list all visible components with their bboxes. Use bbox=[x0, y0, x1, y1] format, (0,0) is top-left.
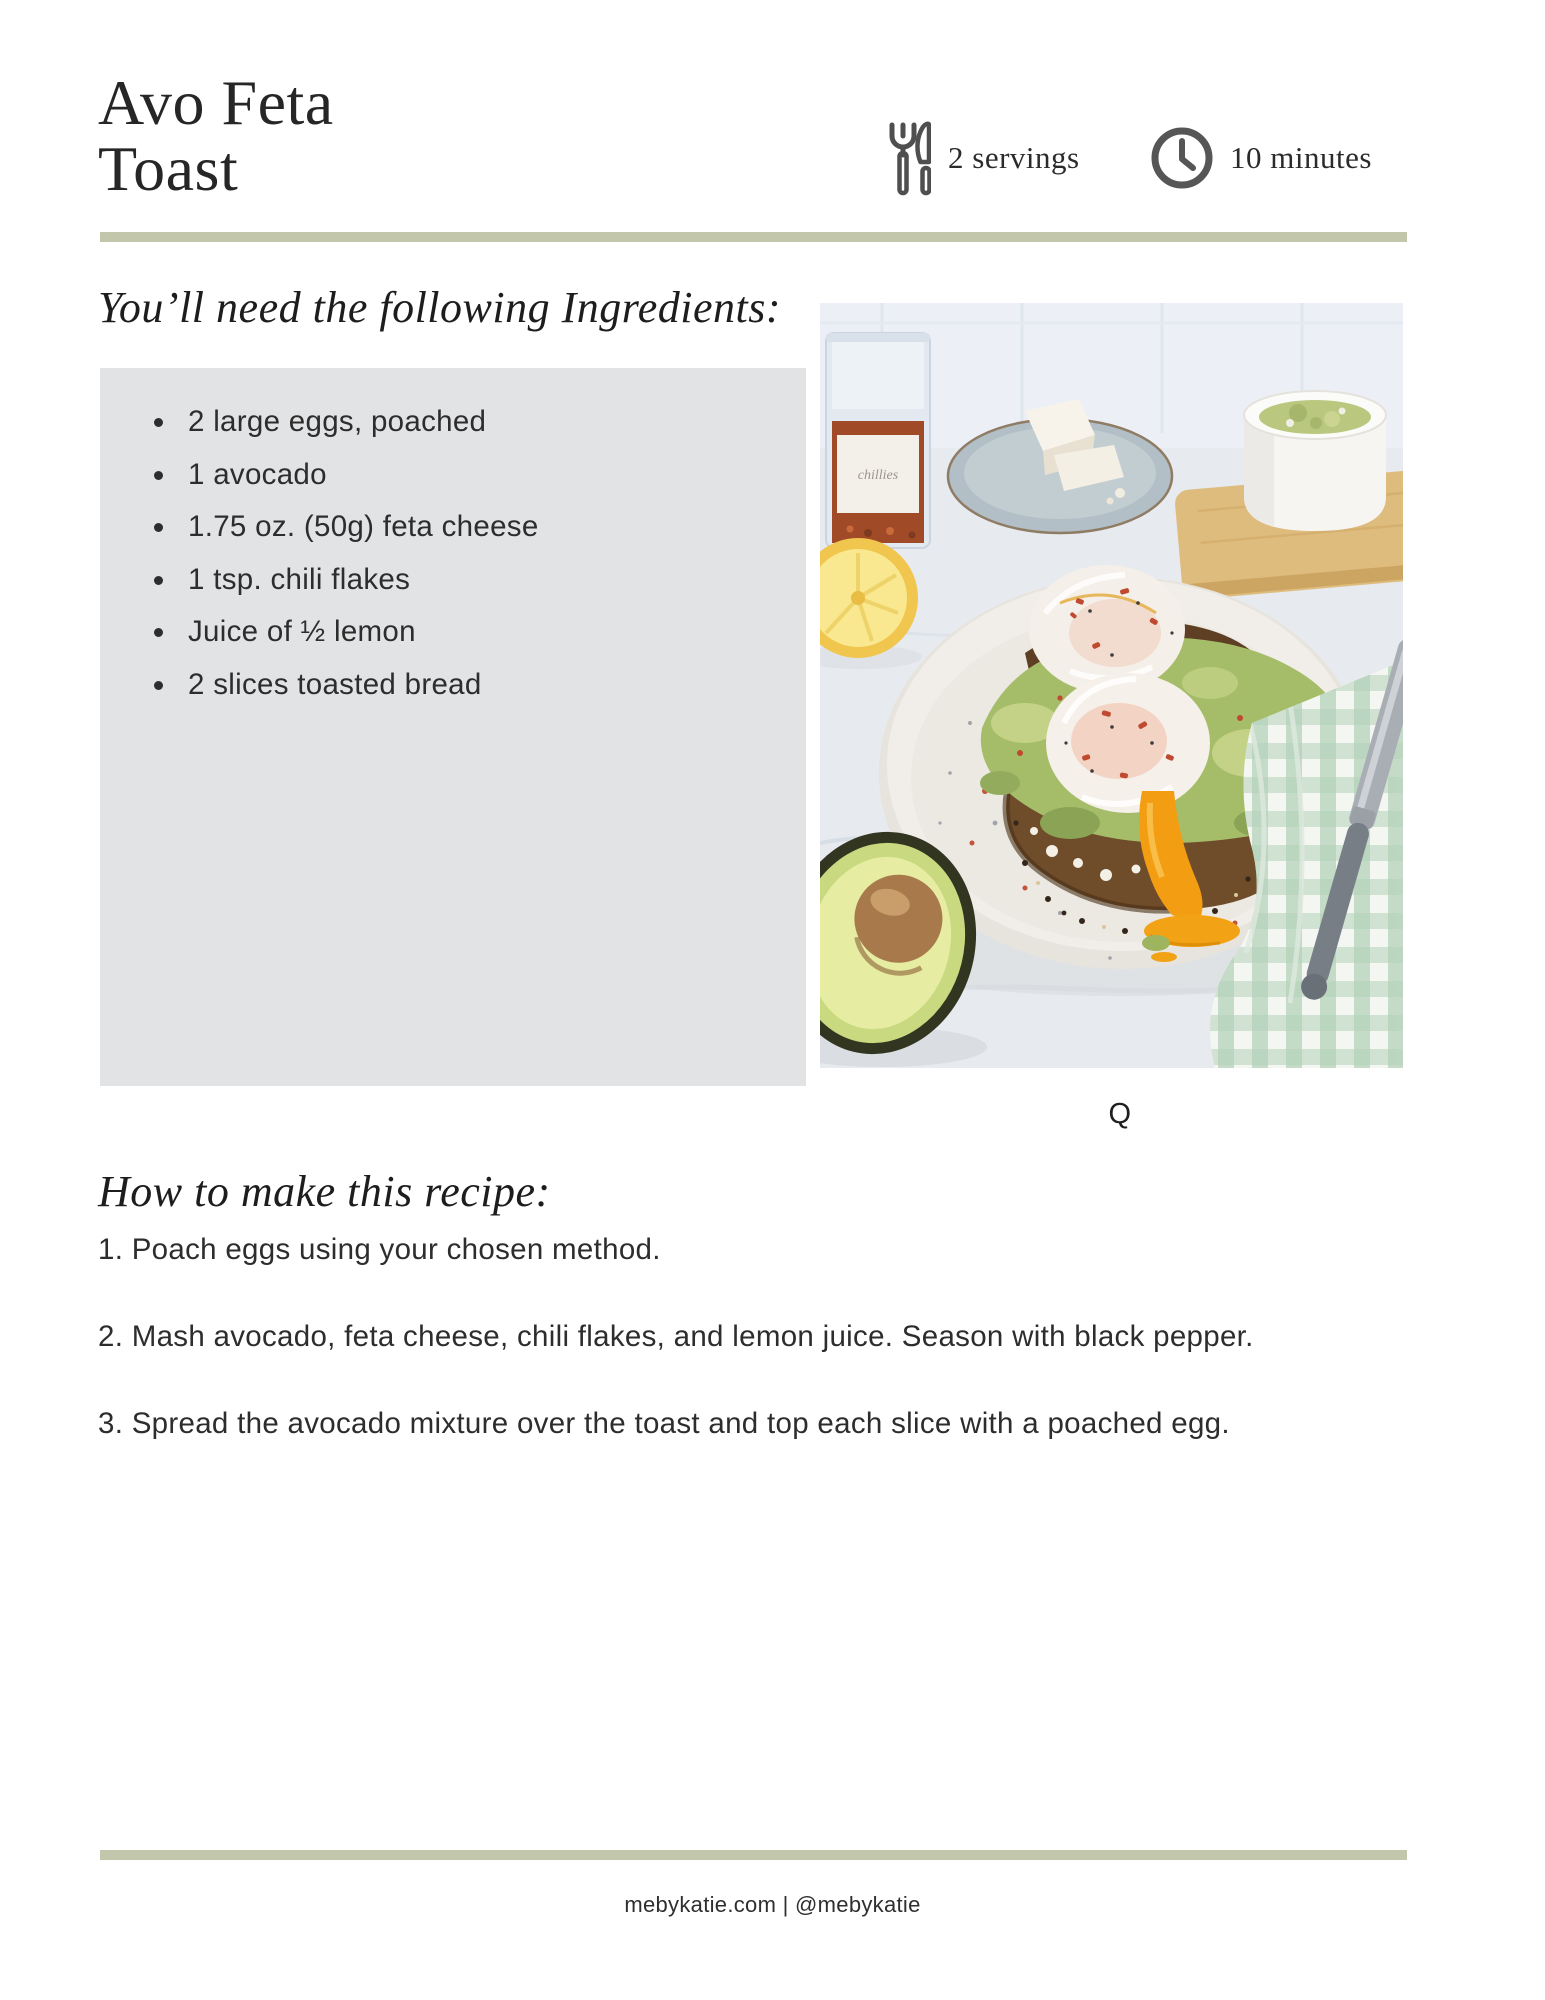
photo-caption: Q bbox=[1108, 1098, 1132, 1130]
ingredients-heading: You’ll need the following Ingredients: bbox=[98, 283, 782, 332]
svg-text:chillies: chillies bbox=[857, 468, 899, 483]
ingredients-box bbox=[100, 368, 806, 1086]
ingredients-list bbox=[100, 368, 806, 712]
bottom-divider bbox=[100, 1850, 1407, 1860]
avocado-ramekin bbox=[1244, 391, 1386, 531]
footer-text: mebykatie.com | @mebykatie bbox=[624, 1892, 921, 1917]
instructions-steps bbox=[98, 1232, 1468, 1493]
ingredient-item: • Juice of ½ lemon bbox=[178, 606, 786, 659]
ingredient-item: • 1.75 oz. (50g) feta cheese bbox=[178, 501, 786, 554]
step-item: 1. Poach eggs using your chosen method. bbox=[98, 1233, 661, 1266]
ingredient-item: • 1 tsp. chili flakes bbox=[178, 554, 786, 607]
page-title-line1: Avo Feta bbox=[98, 67, 334, 138]
ingredient-item: • 2 large eggs, poached bbox=[178, 396, 786, 449]
page-title bbox=[98, 67, 334, 204]
step-item: 3. Spread the avocado mixture over the toast and top each slice with a poached egg. bbox=[98, 1407, 1230, 1440]
top-divider bbox=[100, 232, 1407, 242]
ingredient-item: • 1 avocado bbox=[178, 449, 786, 502]
fork-knife-icon bbox=[885, 120, 931, 201]
recipe-photo bbox=[820, 303, 1403, 1068]
time-label: 10 minutes bbox=[1230, 140, 1372, 175]
servings-label: 2 servings bbox=[948, 140, 1080, 175]
page-title-line2: Toast bbox=[98, 133, 239, 204]
howto-heading: How to make this recipe: bbox=[98, 1167, 551, 1216]
chili-jar bbox=[826, 333, 930, 548]
step-item: 2. Mash avocado, feta cheese, chili flakes, and lemon juice. Season with black pepper. bbox=[98, 1320, 1254, 1353]
clock-icon bbox=[1150, 126, 1214, 195]
ingredient-item: • 2 slices toasted bread bbox=[178, 659, 786, 712]
